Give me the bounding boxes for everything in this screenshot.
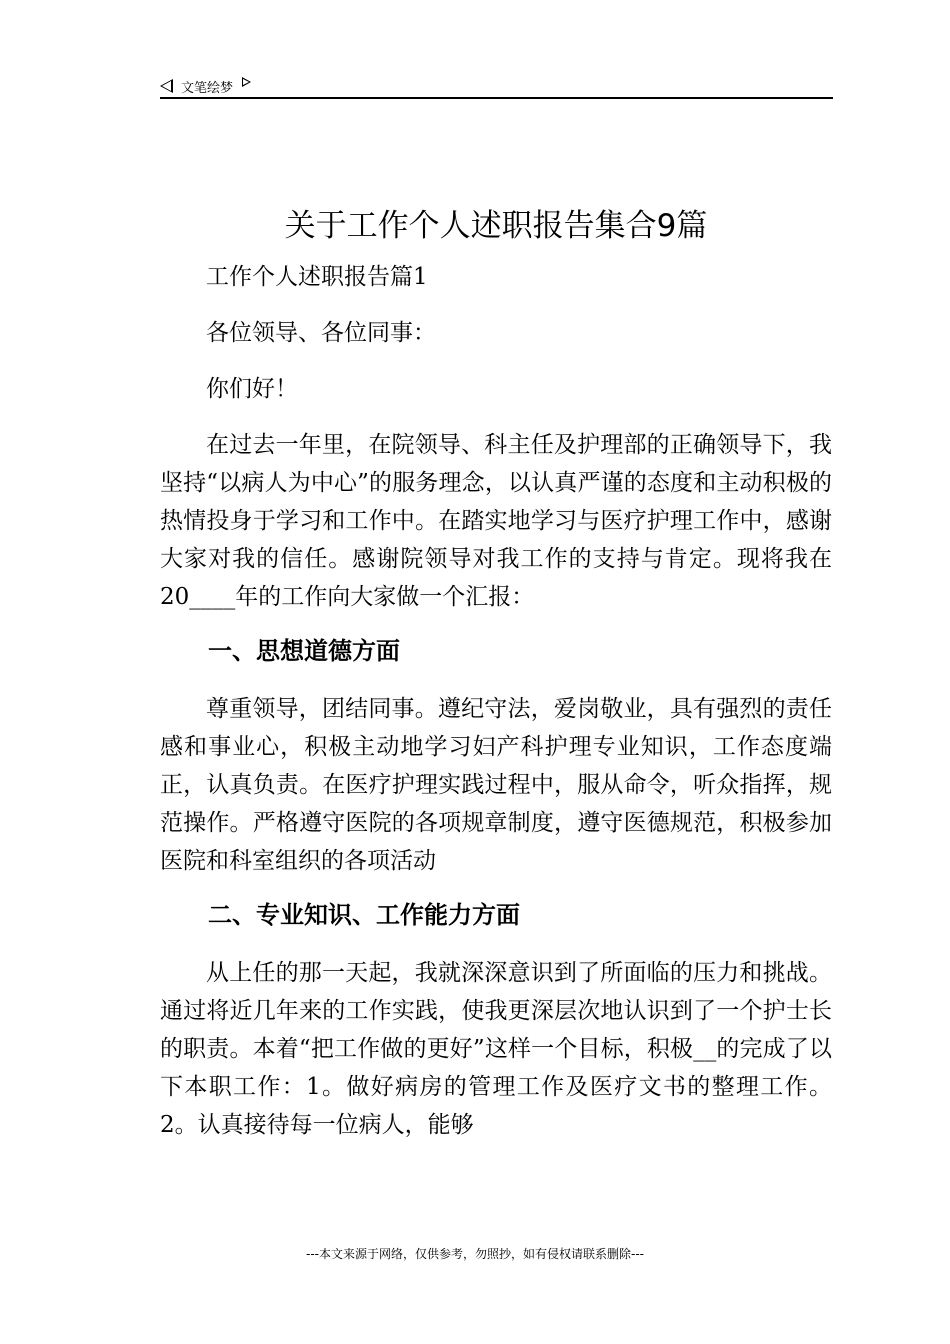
heading-professional-ability: 二、专业知识、工作能力方面	[208, 901, 520, 929]
paragraph-ideology-morality: 尊重领导，团结同事。遵纪守法，爱岗敬业，具有强烈的责任感和事业心，积极主动地学习妇产科护理专业知识，工作态度端正，认真负责。在医疗护理实践过程中，服从命令，听众指挥，规范操作。严格遵守医院的各项规章制度，遵守医德规范，积极参加医院和科室组织的各项活动	[160, 696, 832, 874]
intro-paragraph: 在过去一年里，在院领导、科主任及护理部的正确领导下，我坚持“以病人为中心”的服务理念，以认真严谨的态度和主动积极的热情投身于学习和工作中。在踏实地学习与医疗护理工作中，感谢大家对我的信任。感谢院领导对我工作的支持与肯定。现将我在20____年的工作向大家做一个汇报：	[160, 432, 832, 610]
document-title: 关于工作个人述职报告集合9篇	[284, 208, 708, 244]
header-brand: 文笔绘梦	[181, 80, 234, 96]
footer-notice: ---本文来源于网络，仅供参考，勿照抄，如有侵权请联系删除---	[306, 1247, 644, 1261]
document-body	[160, 258, 832, 1160]
triangle-right-outline-icon	[242, 77, 251, 87]
heading-ideology-morality: 一、思想道德方面	[208, 637, 400, 665]
triangle-left-outline-icon	[160, 79, 173, 93]
paragraph-professional-ability: 从上任的那一天起，我就深深意识到了所面临的压力和挑战。通过将近几年来的工作实践，使我更深层次地认识到了一个护士长的职责。本着“把工作做的更好”这样一个目标，积极__的完成了以下本职工作：1。做好病房的管理工作及医疗文书的整理工作。2。认真接待每一位病人，能够	[160, 960, 832, 1138]
page-header	[160, 74, 832, 98]
greeting: 你们好！	[206, 376, 298, 402]
header-divider	[160, 97, 833, 99]
section-title: 工作个人述职报告篇1	[206, 264, 428, 290]
salutation: 各位领导、各位同事：	[206, 320, 436, 346]
